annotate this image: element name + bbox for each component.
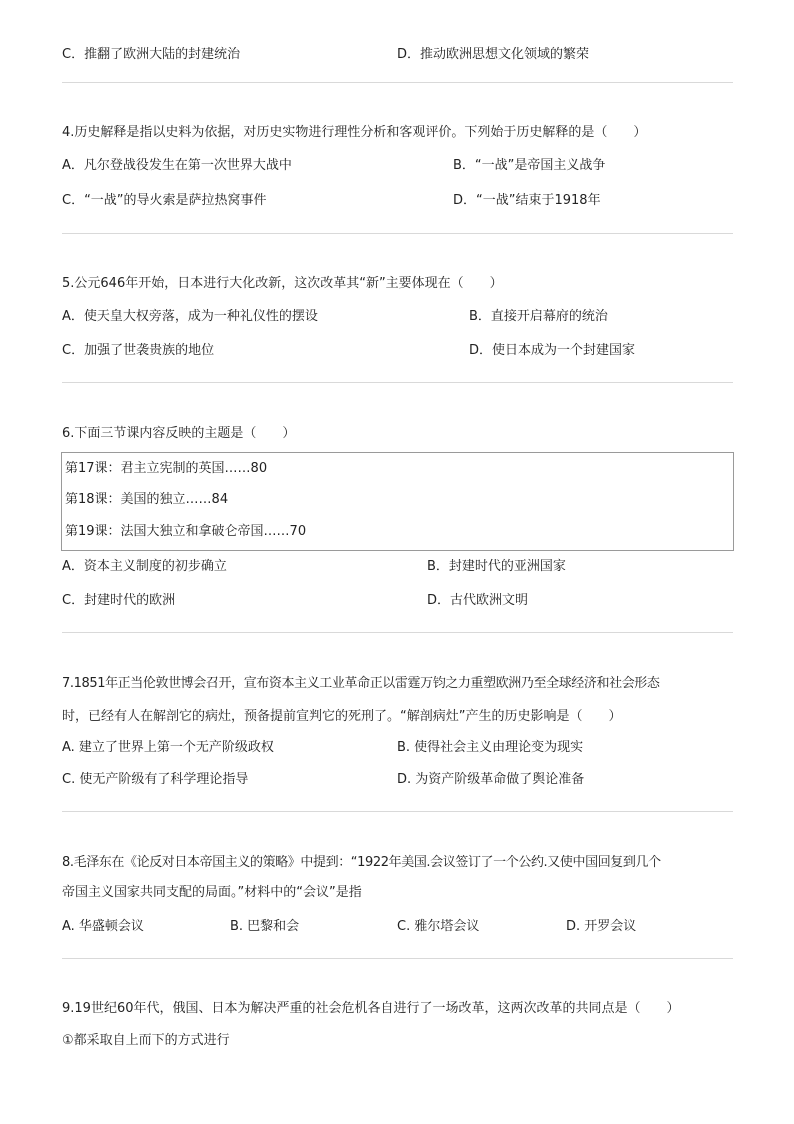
- q4-option-b[interactable]: B．“一战”是帝国主义战争: [453, 158, 606, 173]
- question-divider: [62, 958, 733, 959]
- q8-option-b[interactable]: B. 巴黎和会: [230, 919, 300, 934]
- question-divider: [62, 233, 733, 234]
- q6-lesson-19: 第19课：法国大独立和拿破仑帝国……70: [65, 524, 307, 539]
- q6-option-c[interactable]: C．封建时代的欧洲: [62, 593, 176, 608]
- q5-option-d[interactable]: D．使日本成为一个封建国家: [469, 343, 636, 358]
- q7-stem-line2: 时，已经有人在解剖它的病灶，预备提前宣判它的死刑了。“解剖病灶”产生的历史影响是（ ）: [62, 709, 622, 724]
- question-divider: [62, 632, 733, 633]
- q5-option-a[interactable]: A．使天皇大权旁落，成为一种礼仪性的摆设: [62, 309, 318, 324]
- q7-option-d[interactable]: D. 为资产阶级革命做了舆论准备: [397, 772, 585, 787]
- q6-lesson-17: 第17课：君主立宪制的英国……80: [65, 461, 268, 476]
- q6-option-a[interactable]: A．资本主义制度的初步确立: [62, 559, 227, 574]
- q8-option-c[interactable]: C. 雅尔塔会议: [397, 919, 480, 934]
- q7-stem-line1: 7.1851年正当伦敦世博会召开，宣布资本主义工业革命正以雷霆万钧之力重塑欧洲乃至全球经济和社会形态: [62, 676, 660, 691]
- q4-option-d[interactable]: D．“一战”结束于1918年: [453, 193, 601, 208]
- question-divider: [62, 82, 733, 83]
- q4-option-c[interactable]: C．“一战”的导火索是萨拉热窝事件: [62, 193, 267, 208]
- q9-item-1: ①都采取自上而下的方式进行: [62, 1033, 230, 1048]
- q7-option-b[interactable]: B. 使得社会主义由理论变为现实: [397, 740, 584, 755]
- q6-lesson-18: 第18课：美国的独立……84: [65, 492, 229, 507]
- q3-option-d[interactable]: D．推动欧洲思想文化领域的繁荣: [397, 47, 590, 62]
- q5-stem: 5.公元646年开始，日本进行大化改新，这次改革其“新”主要体现在（ ）: [62, 276, 503, 291]
- q7-option-a[interactable]: A. 建立了世界上第一个无产阶级政权: [62, 740, 274, 755]
- q6-option-b[interactable]: B．封建时代的亚洲国家: [427, 559, 566, 574]
- q6-stem: 6.下面三节课内容反映的主题是（ ）: [62, 426, 296, 441]
- q5-option-b[interactable]: B．直接开启幕府的统治: [469, 309, 608, 324]
- q6-option-d[interactable]: D．古代欧洲文明: [427, 593, 529, 608]
- q5-option-c[interactable]: C．加强了世袭贵族的地位: [62, 343, 215, 358]
- q8-stem-line2: 帝国主义国家共同支配的局面。”材料中的“会议”是指: [62, 885, 362, 900]
- q8-option-d[interactable]: D. 开罗会议: [566, 919, 637, 934]
- q4-stem: 4.历史解释是指以史料为依据，对历史实物进行理性分析和客观评价。下列始于历史解释的是（ ）: [62, 125, 647, 140]
- q4-option-a[interactable]: A．凡尔登战役发生在第一次世界大战中: [62, 158, 292, 173]
- question-divider: [62, 382, 733, 383]
- question-divider: [62, 811, 733, 812]
- q7-option-c[interactable]: C. 使无产阶级有了科学理论指导: [62, 772, 249, 787]
- q8-stem-line1: 8.毛泽东在《论反对日本帝国主义的策略》中提到：“1922年美国.会议签订了一个公约.又使中国回复到几个: [62, 855, 661, 870]
- q9-stem: 9.19世纪60年代，俄国、日本为解决严重的社会危机各自进行了一场改革，这两次改革的共同点是（ ）: [62, 1001, 680, 1016]
- q3-option-c[interactable]: C．推翻了欧洲大陆的封建统治: [62, 47, 241, 62]
- q8-option-a[interactable]: A. 华盛顿会议: [62, 919, 144, 934]
